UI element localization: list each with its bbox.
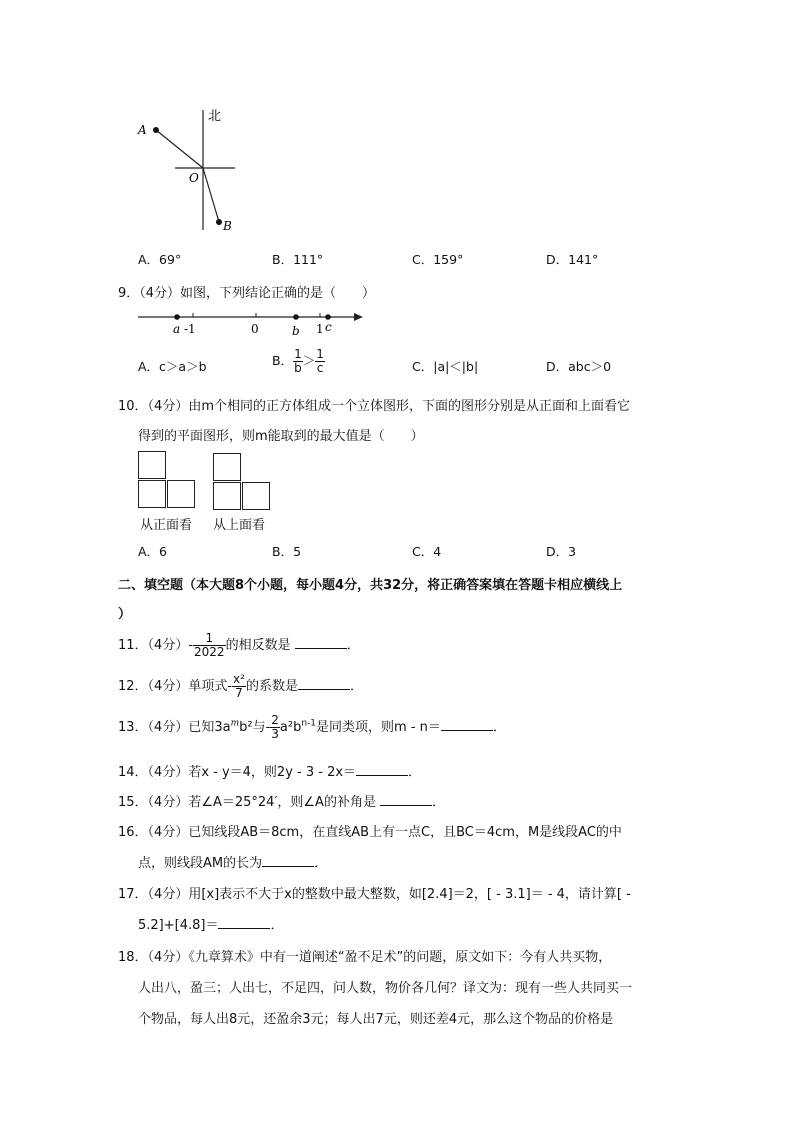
ray-OA xyxy=(156,130,203,168)
number-line-arrow xyxy=(354,313,363,321)
q18-line2: 人出八，盈三；人出七，不足四，问人数，物价各几何？译文为：现有一些人共同买一 xyxy=(138,981,633,996)
denominator: c xyxy=(316,361,324,375)
label-minus-one: -1 xyxy=(184,322,196,336)
denominator: 3 xyxy=(271,727,279,741)
q8-option-c: C．159° xyxy=(412,252,464,267)
answer-blank[interactable] xyxy=(380,793,432,806)
top-cube xyxy=(213,482,241,510)
front-view-label: 从正面看 xyxy=(140,518,193,533)
q10-option-b: B．5 xyxy=(272,544,302,559)
q10-stem-line1: 10．（4分）由m个相同的正方体组成一个立体图形，下面的图形分别是从正面和上面看它 xyxy=(118,399,630,414)
period: ． xyxy=(408,765,422,780)
minus-sign: - xyxy=(265,720,271,735)
q9-option-d: D．abc＞0 xyxy=(546,359,612,374)
q16-line2 xyxy=(138,852,327,871)
denominator: 2022 xyxy=(194,645,225,659)
fraction-1-over-b xyxy=(293,348,303,375)
top-view-label: 从上面看 xyxy=(213,518,266,533)
label-b: b xyxy=(292,324,300,336)
label-A: A xyxy=(138,123,147,137)
q11-suffix: 的相反数是 xyxy=(225,638,291,653)
q18-line3: 个物品，每人出8元，还盈余3元；每人出7元，则还差4元，那么这个物品的价格是 xyxy=(138,1012,614,1027)
q8-option-a: A．69° xyxy=(138,252,182,267)
minus-sign: - xyxy=(227,679,233,694)
q16-line2-text: 点，则线段AM的长为 xyxy=(138,856,263,871)
q14 xyxy=(118,761,421,780)
denominator: b xyxy=(294,361,302,375)
period: ． xyxy=(349,679,363,694)
answer-blank[interactable] xyxy=(356,763,408,776)
exponent-n-minus-1: n-1 xyxy=(301,718,317,729)
q9-option-b-prefix: B． xyxy=(272,353,294,368)
numerator: 1 xyxy=(294,347,302,361)
q13-suffix: 是同类项，则m - n＝ xyxy=(316,720,441,735)
q10-option-a: A．6 xyxy=(138,544,168,559)
q13-prefix: 13．（4分）已知3a xyxy=(118,720,231,735)
q17-line2 xyxy=(138,914,283,933)
q8-direction-figure xyxy=(130,100,250,235)
fraction-1-over-2022 xyxy=(193,632,226,659)
front-cube xyxy=(167,480,195,508)
answer-blank[interactable] xyxy=(262,854,314,867)
label-B: B xyxy=(223,219,232,233)
q9-number-line xyxy=(135,306,370,336)
section-two-heading-line2: ） xyxy=(118,607,132,622)
top-cube xyxy=(242,482,270,510)
minus-sign: - xyxy=(188,638,194,653)
q11 xyxy=(118,632,360,659)
exponent-m: m xyxy=(230,718,240,729)
denominator: 7 xyxy=(235,686,243,700)
label-O: O xyxy=(189,171,199,185)
answer-blank[interactable] xyxy=(295,636,347,649)
numerator: 1 xyxy=(193,632,226,646)
period: ． xyxy=(346,638,360,653)
a-squared-b: a²b xyxy=(279,720,302,735)
q11-prefix: 11．（4分） xyxy=(118,638,189,653)
q13 xyxy=(118,714,506,741)
answer-blank[interactable] xyxy=(441,718,493,731)
label-one: 1 xyxy=(316,322,324,336)
q12 xyxy=(118,673,363,700)
front-cube xyxy=(138,480,166,508)
q12-prefix: 12．（4分）单项式 xyxy=(118,679,228,694)
q18-line1: 18．（4分）《九章算术》中有一道阐述“盈不足术”的问题，原文如下：今有人共买物， xyxy=(118,950,612,965)
q9-option-b xyxy=(272,348,325,375)
point-c xyxy=(325,314,331,320)
front-cube xyxy=(138,451,166,479)
north-label: 北 xyxy=(208,109,222,124)
q10-option-c: C．4 xyxy=(412,544,442,559)
numerator: x² xyxy=(233,672,245,686)
period: ． xyxy=(270,918,284,933)
q10-option-d: D．3 xyxy=(546,544,577,559)
q12-suffix: 的系数是 xyxy=(245,679,298,694)
q8-option-b: B．111° xyxy=(272,252,324,267)
q9-option-c: C．|a|＜|b| xyxy=(412,359,479,374)
answer-blank[interactable] xyxy=(298,677,350,690)
section-two-heading-line1: 二、填空题（本大题8个小题，每小题4分，共32分，将正确答案填在答题卡相应横线上 xyxy=(118,578,623,593)
point-a xyxy=(174,314,180,320)
point-A xyxy=(153,127,159,133)
q15-text: 15．（4分）若∠A＝25°24′，则∠A的补角是 xyxy=(118,795,376,810)
label-c: c xyxy=(325,320,332,334)
fraction-1-over-c xyxy=(315,348,325,375)
fraction-x2-over-7 xyxy=(232,673,246,700)
q14-text: 14．（4分）若x - y＝4，则2y - 3 - 2x＝ xyxy=(118,765,357,780)
label-a: a xyxy=(173,322,181,336)
q9-option-a: A．c＞a＞b xyxy=(138,359,207,374)
answer-blank[interactable] xyxy=(218,916,270,929)
q15 xyxy=(118,791,445,810)
q16-line1: 16．（4分）已知线段AB＝8cm，在直线AB上有一点C，且BC＝4cm，M是线段AC的中 xyxy=(118,825,622,840)
fraction-2-over-3 xyxy=(270,714,280,741)
period: ． xyxy=(492,720,506,735)
point-b xyxy=(293,314,299,320)
greater-than: ＞ xyxy=(302,353,316,368)
period: ． xyxy=(432,795,446,810)
point-B xyxy=(216,219,222,225)
numerator: 2 xyxy=(271,713,279,727)
q10-stem-line2: 得到的平面图形，则m能取到的最大值是（ ） xyxy=(138,429,424,444)
b-squared-with: b²与 xyxy=(239,720,266,735)
q8-option-d: D．141° xyxy=(546,252,599,267)
q17-line2-text: 5.2]+[4.8]＝ xyxy=(138,918,219,933)
q17-line1: 17．（4分）用[x]表示不大于x的整数中最大整数，如[2.4]＝2，[ - 3.1]＝ - 4，请计算[ - xyxy=(118,887,631,902)
label-zero: 0 xyxy=(251,322,259,336)
ray-OB xyxy=(203,168,219,222)
period: ． xyxy=(314,856,328,871)
top-cube xyxy=(213,453,241,481)
q9-stem: 9．（4分）如图，下列结论正确的是（ ） xyxy=(118,286,376,301)
numerator: 1 xyxy=(316,347,324,361)
